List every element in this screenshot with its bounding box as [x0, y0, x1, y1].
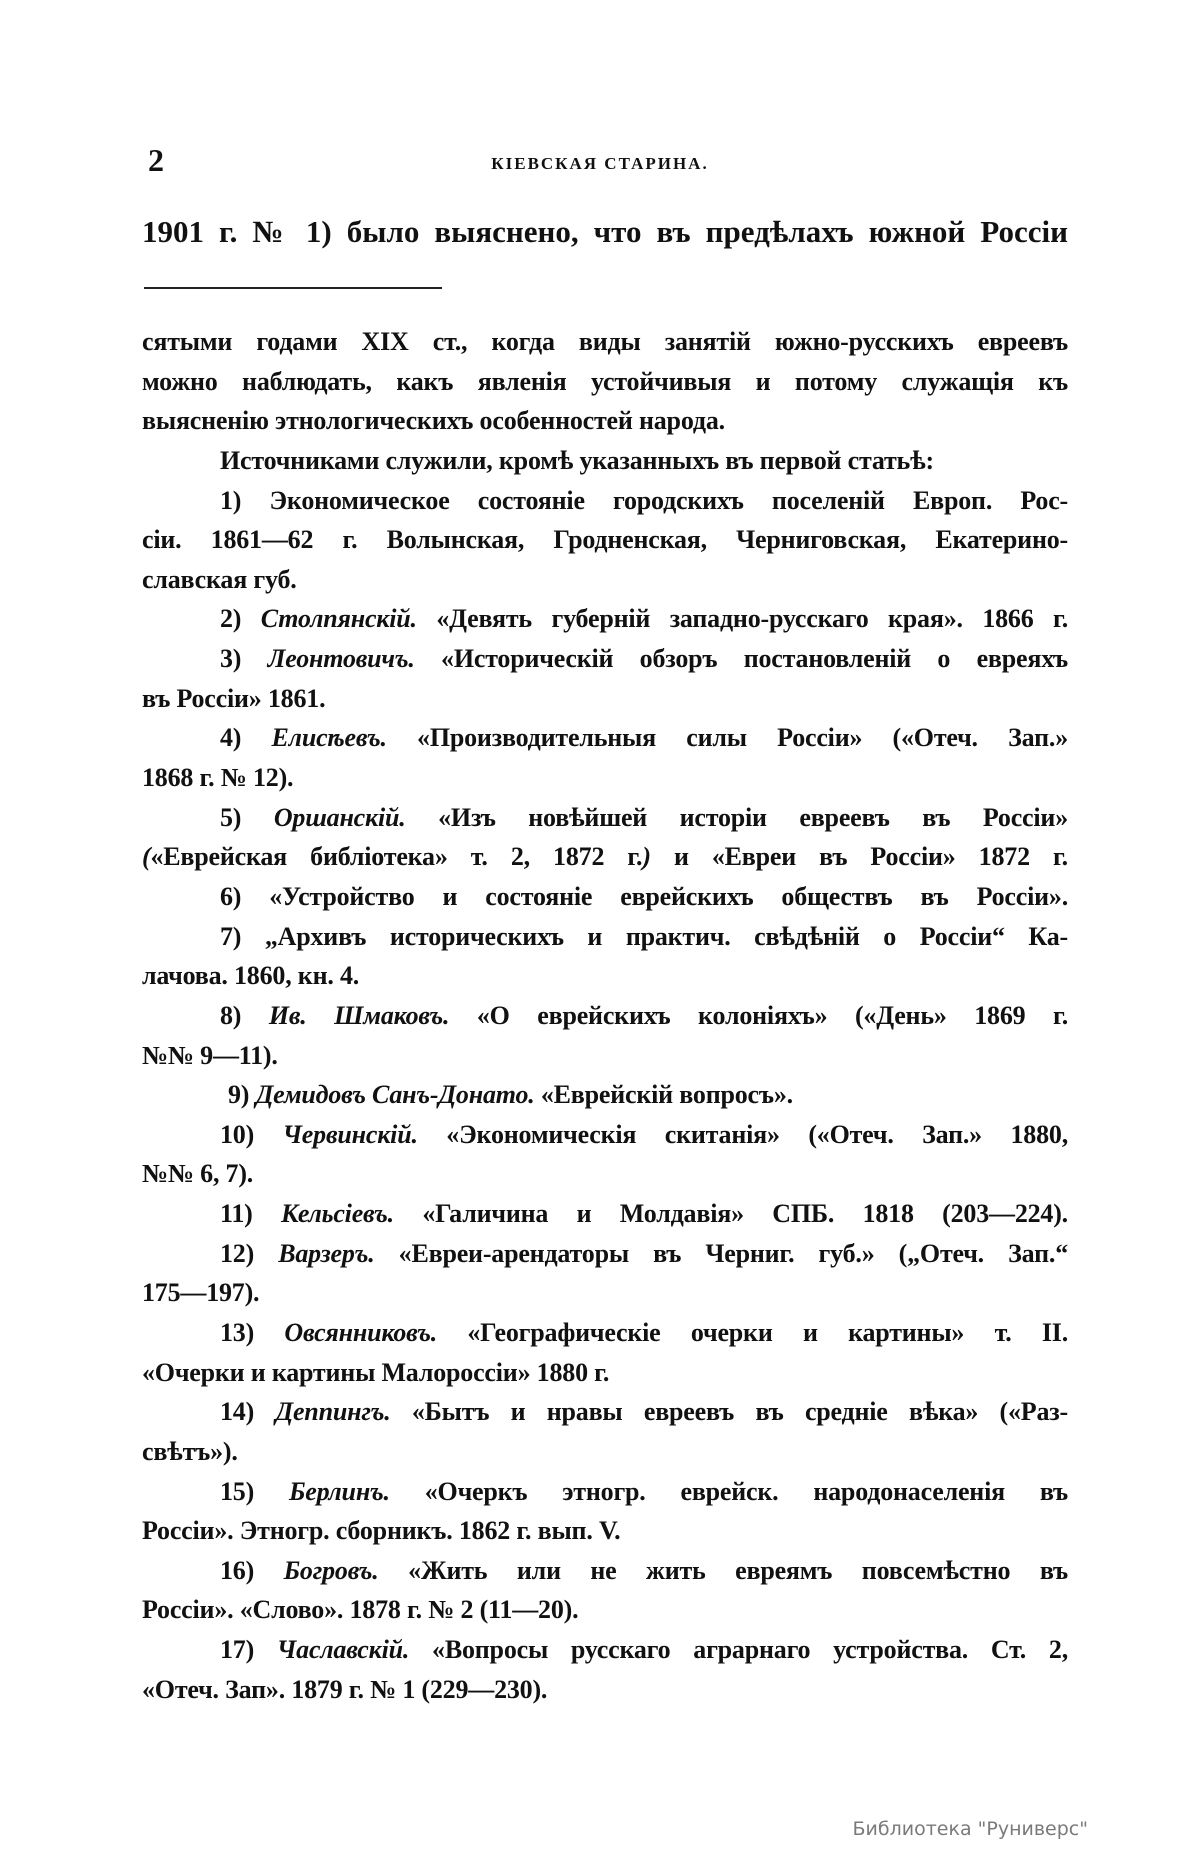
- text-segment: «Евреи-арендаторы въ Черниг. губ.» („Отеч. Зап.“: [374, 1238, 1068, 1268]
- text-segment: 1868 г. № 12).: [142, 763, 294, 793]
- text-line: [142, 521, 1068, 559]
- text-segment: №№ 9—11).: [142, 1040, 278, 1070]
- text-line: [142, 1512, 1068, 1550]
- italic-author: Варзеръ.: [278, 1238, 375, 1268]
- text-segment: 8): [220, 1000, 269, 1030]
- text-segment: 13): [220, 1318, 285, 1347]
- text-line: [142, 600, 1068, 638]
- text-segment: выясненію этнологическихъ особенностей народа.: [142, 406, 725, 436]
- text-line: [142, 1274, 1068, 1312]
- text-line: [142, 323, 1068, 361]
- text-segment: въ Россіи» 1861.: [142, 683, 326, 713]
- text-segment: «Историческій обзоръ постановленій о евреяхъ: [414, 644, 1068, 674]
- text-segment: «О еврейскихъ колоніяхъ» («День» 1869 г.: [449, 1000, 1068, 1030]
- text-line: [142, 1037, 1068, 1075]
- running-title: КІЕВСКАЯ СТАРИНА.: [491, 154, 709, 173]
- text-segment: «Еврейскій вопросъ».: [534, 1080, 793, 1110]
- text-line: [142, 878, 1068, 916]
- text-line: [142, 680, 1068, 718]
- text-segment: №№ 6, 7).: [142, 1159, 254, 1189]
- text-segment: Источниками служили, кромѣ указанныхъ въ первой статьѣ:: [220, 445, 934, 475]
- text-line: [142, 1116, 1068, 1154]
- text-segment: «Еврейская библіотека» т. 2, 1872 г.: [150, 842, 643, 872]
- text-line: [142, 1076, 1076, 1114]
- text-line: [142, 1155, 1068, 1193]
- text-segment: 10): [220, 1119, 283, 1149]
- italic-author: Берлинъ.: [288, 1476, 390, 1506]
- text-segment: Россіи». Этногр. сборникъ. 1862 г. вып. V.: [142, 1516, 621, 1546]
- text-segment: 3): [220, 644, 268, 674]
- text-segment: 15): [220, 1476, 289, 1506]
- text-line: [142, 838, 1068, 876]
- text-line: [142, 1631, 1068, 1669]
- text-segment: 17): [220, 1635, 277, 1665]
- italic-author: Столпянскій.: [260, 604, 417, 634]
- italic-author: Демидовъ Санъ-Донато.: [255, 1080, 535, 1110]
- text-line: [142, 1354, 1068, 1392]
- italic-author: Деппингъ.: [275, 1397, 391, 1427]
- text-segment: Россіи». «Слово». 1878 г. № 2 (11—20).: [142, 1595, 579, 1625]
- page-number: 2: [148, 142, 164, 178]
- text-line: [142, 719, 1068, 757]
- text-segment: «Очеркъ этногр. еврейск. народонаселенія въ: [389, 1476, 1068, 1506]
- text-line: [142, 1235, 1068, 1273]
- italic-author: Овсянниковъ.: [284, 1318, 437, 1347]
- text-line: [142, 561, 1068, 599]
- text-line: [142, 402, 1068, 440]
- text-line: [142, 918, 1068, 956]
- text-segment: 6) «Устройство и состояніе еврейскихъ обществъ въ Россіи».: [220, 881, 1068, 911]
- text-segment: 7) „Архивъ историческихъ и практич. свѣдѣній о Россіи“ Ка-: [220, 921, 1068, 951]
- text-segment: свѣтъ»).: [142, 1436, 238, 1466]
- text-segment: «Бытъ и нравы евреевъ въ средніе вѣка» («Раз-: [390, 1397, 1068, 1427]
- text-segment: «Изъ новѣйшей исторіи евреевъ въ Россіи»: [405, 802, 1068, 832]
- text-segment: 16): [220, 1555, 284, 1585]
- text-segment: «Галичина и Молдавія» СПБ. 1818 (203—224).: [393, 1199, 1068, 1229]
- italic-author: Елисѣевъ.: [271, 723, 387, 753]
- text-segment: лачова. 1860, кн. 4.: [142, 961, 360, 991]
- text-line: [142, 1314, 1068, 1352]
- footnote-rule: [144, 287, 442, 289]
- text-segment: «Девять губерній западно-русскаго края». 1866 г.: [416, 604, 1068, 634]
- text-line: [142, 1473, 1068, 1511]
- text-segment: 12): [220, 1238, 279, 1268]
- text-line: [142, 1195, 1068, 1233]
- library-watermark: Библиотека "Руниверс": [852, 1818, 1088, 1840]
- text-line: [142, 442, 1068, 480]
- text-segment: можно наблюдать, какъ явленія устойчивыя и потому служащія къ: [142, 366, 1068, 396]
- text-segment: «Вопросы русскаго аграрнаго устройства. Ст. 2,: [409, 1635, 1068, 1665]
- text-line: [142, 482, 1068, 520]
- italic-author: Богровъ.: [283, 1555, 379, 1585]
- italic-author: Леонтовичъ.: [267, 644, 415, 674]
- text-segment: 9): [228, 1080, 256, 1110]
- text-line: [142, 997, 1068, 1035]
- text-segment: «Географическіе очерки и картины» т. II.: [437, 1318, 1068, 1347]
- italic-author: Кельсіевъ.: [281, 1199, 394, 1229]
- text-line: [142, 799, 1068, 837]
- text-line: [142, 759, 1068, 797]
- text-segment: и «Евреи въ Россіи» 1872 г.: [650, 842, 1068, 872]
- text-segment: 5): [220, 802, 274, 832]
- text-segment: 2): [220, 604, 261, 634]
- top-line: 1901 г. № 1) было выяснено, что въ предѣлахъ южной Россіи: [142, 214, 1068, 249]
- text-segment: сятыми годами XIX ст., когда виды занятій южно-русскихъ евреевъ: [142, 327, 1068, 356]
- text-segment: 11): [220, 1199, 282, 1229]
- italic-author: Ив. Шмаковъ.: [268, 1000, 450, 1030]
- text-segment: «Отеч. Зап». 1879 г. № 1 (229—230).: [142, 1674, 548, 1704]
- text-line: [142, 1671, 1068, 1709]
- text-line: [142, 1591, 1068, 1629]
- text-segment: «Очерки и картины Малороссіи» 1880 г.: [142, 1357, 610, 1387]
- text-segment: 175—197).: [142, 1278, 260, 1308]
- italic-author: (: [142, 842, 151, 872]
- text-segment: 4): [220, 723, 272, 753]
- text-segment: славская губ.: [142, 564, 297, 594]
- text-line: [142, 1433, 1068, 1471]
- italic-author: ): [642, 842, 651, 872]
- text-segment: «Жить или не жить евреямъ повсемѣстно въ: [378, 1555, 1068, 1585]
- italic-author: Червинскій.: [282, 1119, 418, 1149]
- text-line: [142, 1552, 1068, 1590]
- text-segment: сіи. 1861—62 г. Волынская, Гродненская, Черниговская, Екатерино-: [142, 525, 1068, 555]
- text-line: [142, 957, 1068, 995]
- text-line: [142, 1393, 1068, 1431]
- text-segment: 1) Экономическое состояніе городскихъ поселеній Европ. Рос-: [220, 485, 1068, 515]
- text-line: [142, 640, 1068, 678]
- text-line: [142, 363, 1068, 401]
- italic-author: Чаславскій.: [276, 1635, 410, 1665]
- text-segment: «Экономическія скитанія» («Отеч. Зап.» 1880,: [417, 1119, 1068, 1149]
- italic-author: Оршанскій.: [273, 802, 406, 832]
- text-segment: «Производительныя силы Россіи» («Отеч. Зап.»: [386, 723, 1068, 753]
- text-segment: 14): [220, 1397, 276, 1427]
